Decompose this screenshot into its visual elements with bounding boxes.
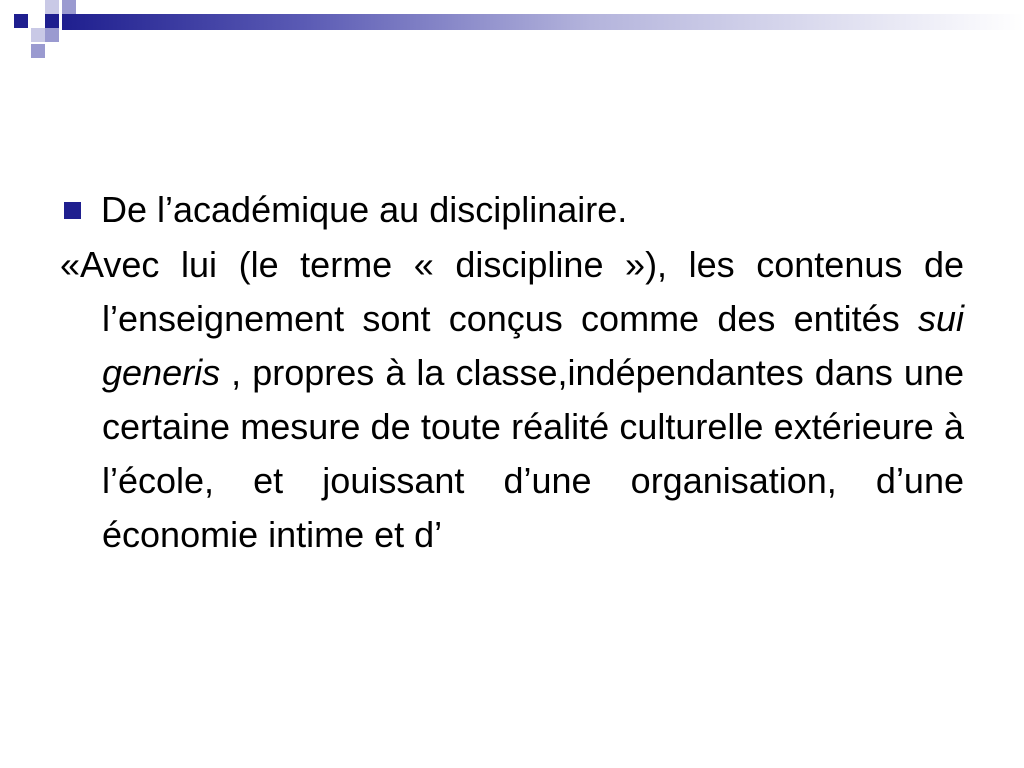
decor-square <box>31 28 45 42</box>
square-bullet-icon <box>64 202 81 219</box>
decor-square <box>45 0 59 14</box>
header-decoration <box>0 0 1024 64</box>
decor-square <box>45 14 59 28</box>
quote-text-part2: , propres à la classe,indépendantes dans une certaine mesure de toute réalité culturelle extérieure à l’école, et jouissant d’une organisation, d’une économie intime et d’ <box>102 352 964 555</box>
slide-body <box>60 188 964 562</box>
decor-square <box>31 44 45 58</box>
quote-paragraph <box>60 238 964 562</box>
decor-square <box>14 14 28 28</box>
decor-square <box>45 28 59 42</box>
slide-heading: De l’académique au disciplinaire. <box>101 189 628 230</box>
quote-text-part1: «Avec lui (le terme « discipline »), les contenus de l’enseignement sont conçus comme des entités <box>60 244 964 339</box>
decor-square <box>62 0 76 14</box>
bullet-item <box>60 188 964 232</box>
quote-italic-term: sui generis <box>102 298 964 393</box>
gradient-bar <box>62 14 1024 30</box>
